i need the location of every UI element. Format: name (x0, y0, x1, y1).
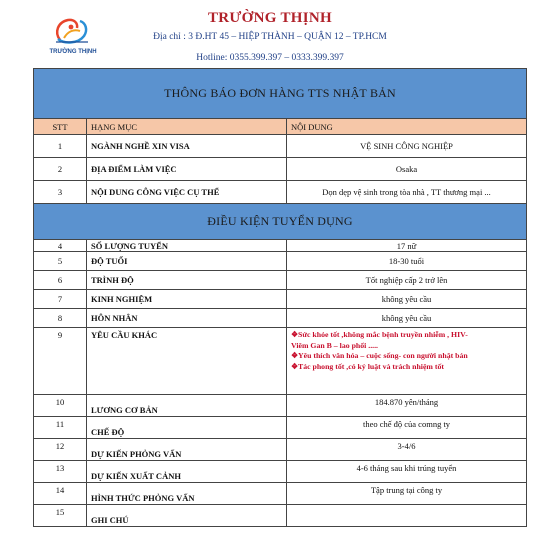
logo-text: TRƯỜNG THỊNH (49, 49, 97, 55)
row-item: DỰ KIẾN PHỎNG VẤN (87, 439, 287, 461)
table-row (34, 461, 527, 483)
row-content: Osaka (287, 158, 527, 181)
row-item: SỐ LƯỢNG TUYỂN (87, 240, 287, 252)
letterhead (0, 0, 540, 68)
row-content: 17 nữ (287, 240, 527, 252)
row-stt: 10 (34, 395, 87, 417)
row-stt: 9 (34, 328, 87, 395)
row-content: 18-30 tuổi (287, 252, 527, 271)
table-row (34, 505, 527, 527)
requirement-line: ❖Yêu thích văn hóa – cuộc sống- con người nhật bản (291, 351, 468, 360)
row-stt: 12 (34, 439, 87, 461)
title-row (34, 69, 527, 119)
row-content: 3-4/6 (287, 439, 527, 461)
company-name: TRƯỜNG THỊNH (207, 10, 333, 26)
row-item: CHẾ ĐỘ (87, 417, 287, 439)
table-row-requirements (34, 328, 527, 395)
row-content (287, 505, 527, 527)
row-stt: 7 (34, 290, 87, 309)
section-row (34, 204, 527, 240)
row-item: DỰ KIẾN XUẤT CẢNH (87, 461, 287, 483)
order-table (33, 68, 527, 527)
row-content: 4-6 tháng sau khi trúng tuyển (287, 461, 527, 483)
row-item: KINH NGHIỆM (87, 290, 287, 309)
table-row (34, 271, 527, 290)
requirement-line: ❖Sức khỏe tốt ,không mắc bệnh truyền nhiễm , HIV- (291, 330, 468, 339)
row-item: YÊU CẦU KHÁC (87, 328, 287, 395)
row-item: LƯƠNG CƠ BẢN (87, 395, 287, 417)
row-stt: 11 (34, 417, 87, 439)
row-content: không yêu cầu (287, 290, 527, 309)
row-content: Tập trung tại công ty (287, 483, 527, 505)
row-item: TRÌNH ĐỘ (87, 271, 287, 290)
row-stt: 15 (34, 505, 87, 527)
row-item: HÌNH THỨC PHỎNG VẤN (87, 483, 287, 505)
row-stt: 8 (34, 309, 87, 328)
row-stt: 13 (34, 461, 87, 483)
table-row (34, 290, 527, 309)
column-header-row (34, 119, 527, 135)
row-stt: 1 (34, 135, 87, 158)
col-header-item: HẠNG MỤC (87, 119, 287, 135)
table-row (34, 158, 527, 181)
table-row (34, 395, 527, 417)
section-title: ĐIỀU KIỆN TUYỂN DỤNG (34, 204, 527, 240)
row-content: 184.870 yên/tháng (287, 395, 527, 417)
row-stt: 4 (34, 240, 87, 252)
row-item: NGÀNH NGHỀ XIN VISA (87, 135, 287, 158)
row-item: NỘI DUNG CÔNG VIỆC CỤ THỂ (87, 181, 287, 204)
row-stt: 14 (34, 483, 87, 505)
row-content: theo chế độ của comng ty (287, 417, 527, 439)
table-row (34, 439, 527, 461)
row-item: HÔN NHÂN (87, 309, 287, 328)
table-row (34, 181, 527, 204)
col-header-content: NỘI DUNG (287, 119, 527, 135)
table-row (34, 417, 527, 439)
table-title: THÔNG BÁO ĐƠN HÀNG TTS NHẬT BẢN (34, 69, 527, 119)
table-row (34, 483, 527, 505)
row-content: VỆ SINH CÔNG NGHIỆP (287, 135, 527, 158)
table-row (34, 309, 527, 328)
row-content: không yêu cầu (287, 309, 527, 328)
row-stt: 5 (34, 252, 87, 271)
row-item: ĐỊA ĐIỂM LÀM VIỆC (87, 158, 287, 181)
row-stt: 2 (34, 158, 87, 181)
row-stt: 3 (34, 181, 87, 204)
company-hotline: Hotline: 0355.399.397 – 0333.399.397 (196, 53, 344, 63)
table-row (34, 135, 527, 158)
table-row (34, 240, 527, 252)
col-header-stt: STT (34, 119, 87, 135)
row-item: ĐỘ TUỔI (87, 252, 287, 271)
requirement-line: ❖Tác phong tốt ,có kỷ luật và trách nhiệm tốt (291, 361, 444, 371)
row-item: GHI CHÚ (87, 505, 287, 527)
row-stt: 6 (34, 271, 87, 290)
row-content: Dọn dẹp vệ sinh trong tòa nhà , TT thương mại ... (287, 181, 527, 204)
requirements-list (287, 328, 527, 395)
company-address: Địa chỉ : 3 Đ.HT 45 – HIỆP THÀNH – QUẬN 12 – TP.HCM (153, 32, 387, 42)
requirement-line: Viêm Gan B – lao phổi ..... (291, 340, 379, 350)
table-row (34, 252, 527, 271)
row-content: Tốt nghiệp cấp 2 trở lên (287, 271, 527, 290)
